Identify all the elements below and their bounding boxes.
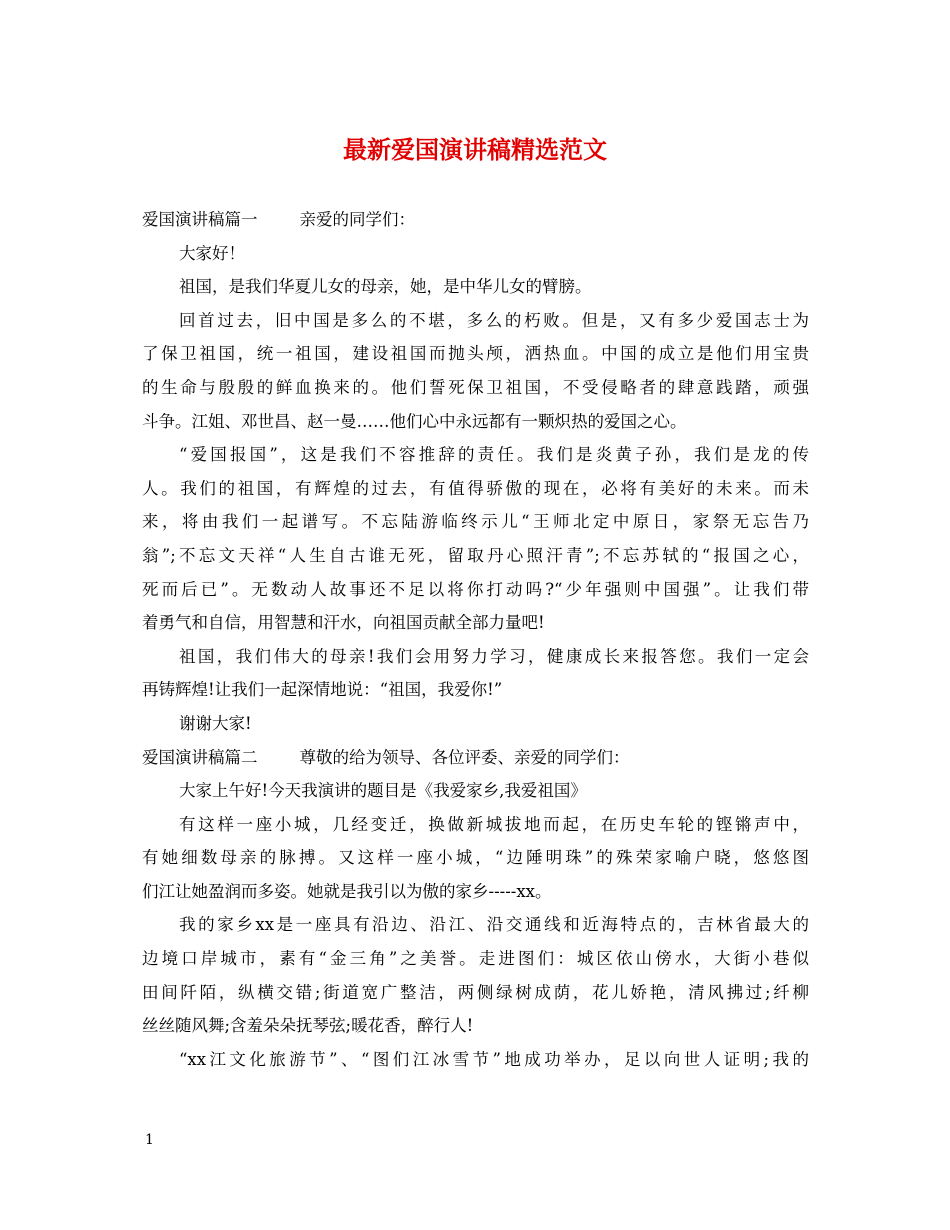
body-text-line: 田间阡陌，纵横交错;街道宽广整洁，两侧绿树成荫，花儿娇艳，清风拂过;纤柳 — [142, 982, 809, 1002]
salutation-text: 亲爱的同学们： — [299, 210, 415, 229]
body-text-line: 的生命与殷殷的鲜血换来的。他们誓死保卫祖国，不受侵略者的肆意践踏，顽强 — [142, 377, 809, 397]
body-text-line: 边境口岸城市，素有“金三角”之美誉。走进图们：城区依山傍水，大街小巷似 — [142, 949, 809, 969]
body-text-line: 翁”;不忘文天祥“人生自古谁无死，留取丹心照汗青”;不忘苏轼的“报国之心， — [142, 545, 809, 565]
body-text-line: 大家好！ — [179, 243, 245, 263]
body-text-line: 祖国，是我们华夏儿女的母亲，她，是中华儿女的臂膀。 — [179, 277, 592, 297]
body-text-line: 祖国，我们伟大的母亲!我们会用努力学习，健康成长来报答您。我们一定会 — [179, 646, 809, 666]
body-text-line: 回首过去，旧中国是多么的不堪，多么的朽败。但是，又有多少爱国志士为 — [179, 310, 809, 330]
body-text-line: 有她细数母亲的脉搏。又这样一座小城，“边陲明珠”的殊荣家喻户晓，悠悠图 — [142, 848, 809, 868]
document-body — [142, 203, 809, 1076]
body-text-line: 再铸辉煌!让我们一起深情地说：“祖国，我爱你!” — [142, 680, 503, 700]
section-heading-line — [142, 741, 809, 775]
body-text-line: 大家上午好!今天我演讲的题目是《我爱家乡,我爱祖国》 — [179, 781, 587, 801]
document-title: 最新爱国演讲稿精选范文 — [343, 135, 607, 164]
body-text-line: “爱国报国”，这是我们不容推辞的责任。我们是炎黄子孙，我们是龙的传 — [179, 445, 809, 465]
body-text-line: 们江让她盈润而多姿。她就是我引以为傲的家乡-----xx。 — [142, 881, 552, 901]
body-text-line: 了保卫祖国，统一祖国，建设祖国而抛头颅，洒热血。中国的成立是他们用宝贵 — [142, 344, 809, 364]
salutation-text: 尊敬的给为领导、各位评委、亲爱的同学们： — [299, 747, 630, 767]
body-text-line: “xx江文化旅游节”、“图们江冰雪节”地成功举办，足以向世人证明;我的 — [179, 1049, 809, 1069]
page-number: 1 — [145, 1132, 154, 1148]
section-heading-line — [142, 203, 809, 237]
body-text-line: 死而后已”。无数动人故事还不足以将你打动吗?“少年强则中国强”。让我们带 — [142, 579, 809, 599]
body-text-line: 斗争。江姐、邓世昌、赵一曼……他们心中永远都有一颗炽热的爱国之心。 — [142, 411, 687, 431]
body-text-line: 来，将由我们一起谱写。不忘陆游临终示儿“王师北定中原日，家祭无忘告乃 — [142, 512, 809, 532]
body-text-line: 着勇气和自信，用智慧和汗水，向祖国贡献全部力量吧! — [142, 613, 545, 633]
body-text-line: 我的家乡xx是一座具有沿边、沿江、沿交通线和近海特点的，吉林省最大的 — [179, 915, 809, 935]
body-text-line: 丝丝随风舞;含羞朵朵抚琴弦;暖花香，醉行人! — [142, 1016, 474, 1036]
body-text-line: 谢谢大家! — [179, 713, 252, 733]
section-heading-label: 爱国演讲稿篇一 — [142, 210, 258, 229]
body-text-line: 人。我们的祖国，有辉煌的过去，有值得骄傲的现在，必将有美好的未来。而未 — [142, 478, 809, 498]
body-text-line: 有这样一座小城，几经变迁，换做新城拔地而起，在历史车轮的铿锵声中， — [179, 814, 809, 834]
section-heading-label: 爱国演讲稿篇二 — [142, 747, 258, 767]
